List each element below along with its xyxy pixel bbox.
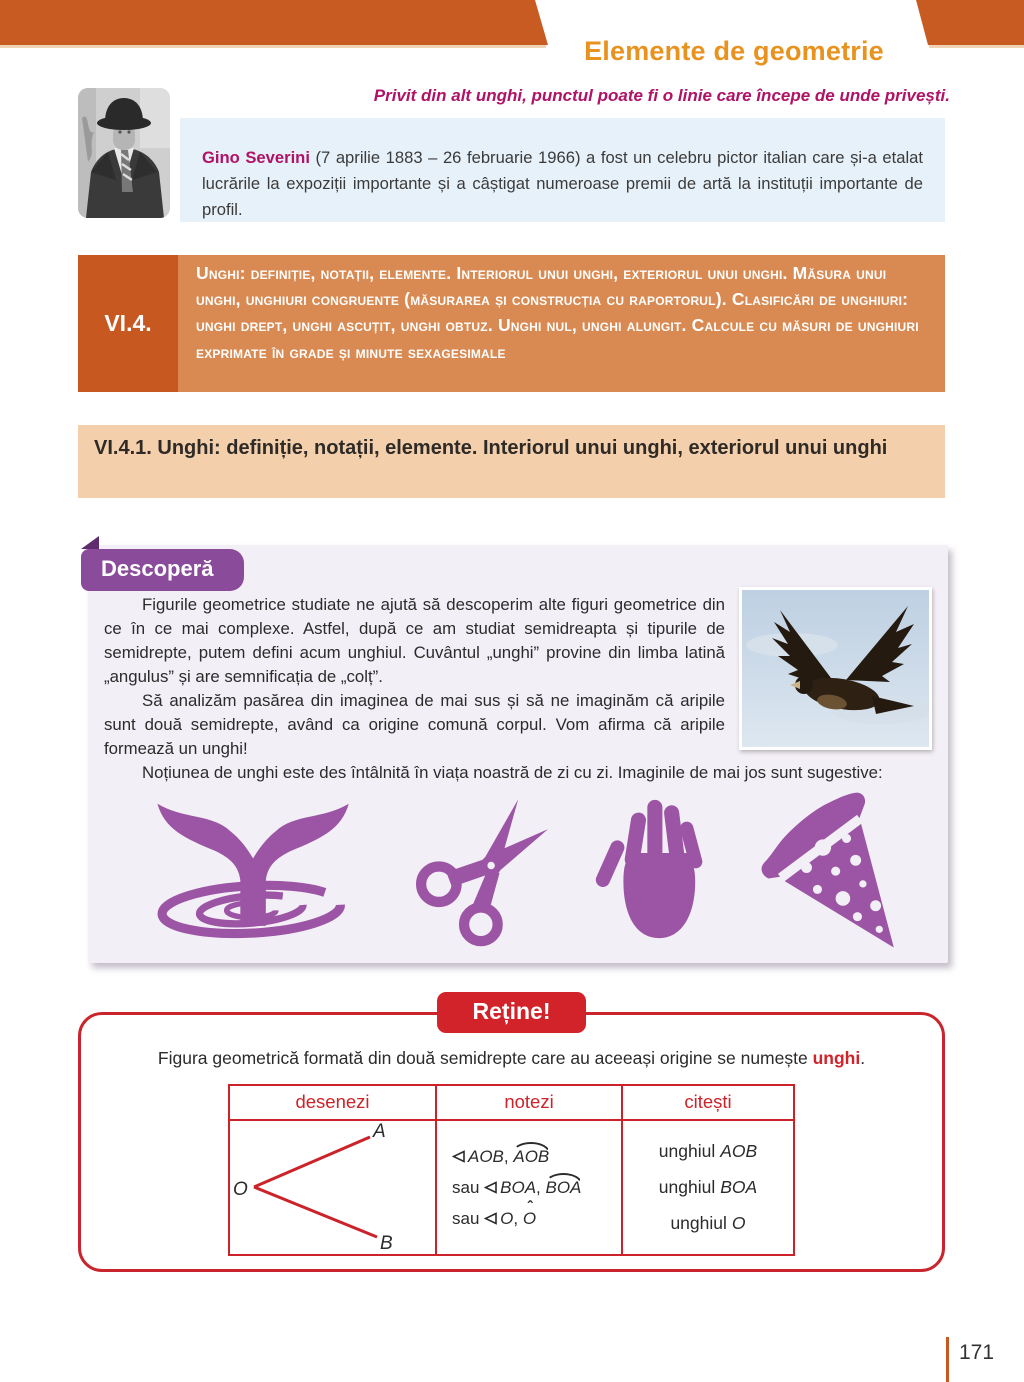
section-number: VI.4. [78,255,178,392]
notation-letters: AOB [468,1146,504,1166]
gino-severini-photo [78,88,170,218]
notation-line-2 [452,1178,621,1198]
quote-text: Privit din alt unghi, punctul poate fi o linie care începe de unde privești. [373,86,950,105]
angle-symbol-icon [484,1181,497,1194]
notation-arc-letters: BOA [545,1177,582,1197]
column-header-draw: desenezi [229,1085,436,1120]
portrait-image [78,88,170,218]
pizza-slice-icon [752,791,902,955]
table-body-row [229,1120,794,1255]
chapter-title: Elemente de geometrie [584,36,884,66]
bio-text: (7 aprilie 1883 – 26 februarie 1966) a fost un celebru pictor italian care și-a etalat lucrările la expoziții importante și a câștigat numeroase premii de artă la instituții importante de profil. [202,148,923,219]
discover-box [88,545,948,963]
top-banner-right [916,0,1024,45]
angle-diagram-cell [229,1120,436,1255]
reading-word: unghiul [658,1177,716,1197]
discover-paragraph-3: Noțiunea de unghi este des întâlnită în viața noastră de zi cu zi. Imaginile de mai jos sunt sugestive: [142,763,883,782]
top-banner-left [0,0,548,45]
reading-word: unghiul [670,1213,727,1233]
angle-examples-row [100,791,936,955]
whale-tail-icon [134,791,374,955]
subsection-title: VI.4.1. Unghi: definiție, notații, elemente. Interiorul unui unghi, exteriorul unui unghi [78,425,945,498]
bio-box [180,118,945,222]
eagle-image [739,587,932,750]
reading-letters: AOB [720,1141,758,1161]
angle-diagram [230,1121,433,1249]
notation-separator: , [503,1146,514,1166]
scissors-icon [409,791,549,955]
reading-word: unghiul [658,1141,716,1161]
bio-name: Gino Severini [202,148,310,167]
reading-cell [622,1120,794,1255]
top-banner-left-underline [0,45,546,48]
remember-badge: Reține! [437,992,587,1033]
notation-line-3 [452,1209,621,1229]
reading-letters: O [731,1213,746,1233]
notation-letters: O [500,1208,514,1228]
hand-icon [583,791,717,955]
notation-separator: , [513,1208,523,1228]
notation-line-1 [452,1147,621,1167]
notation-prefix: sau [452,1177,485,1197]
remember-box [78,998,945,1272]
top-banner-right-underline [929,45,1024,48]
angle-symbol-icon [452,1150,465,1163]
remember-statement [81,1048,942,1069]
notation-arc-letters: AOB [513,1146,550,1166]
column-header-note: notezi [436,1085,622,1120]
discover-badge [81,549,244,591]
reading-line-3 [623,1213,793,1234]
statement-suffix: . [860,1048,866,1068]
notation-cell [436,1120,622,1255]
eagle-illustration [742,590,929,747]
table-header-row [229,1085,794,1120]
reading-line-1 [623,1141,793,1162]
reading-letters: BOA [720,1177,758,1197]
angle-notation-table [228,1084,795,1256]
column-header-read: citești [622,1085,794,1120]
statement-prefix: Figura geometrică formată din două semidrepte care au aceeași origine se numește [157,1048,813,1068]
ray-label-b: B [380,1233,393,1249]
discover-paragraph-1: Figurile geometrice studiate ne ajută să descoperim alte figuri geometrice din ce în ce mai complexe. Astfel, după ce am studiat semidreapta și tipurile de semidrepte, putem defini acum unghiul. Cuvântul „unghi” provine din limba latină „angulus” și are semnificația de „colț”. [104,595,725,686]
vertex-label-o: O [233,1179,248,1200]
statement-highlight: unghi [812,1048,861,1068]
page-number-bar [946,1337,949,1382]
page-number: 171 [959,1341,995,1364]
angle-symbol-icon [484,1212,497,1225]
notation-letters: BOA [500,1177,537,1197]
section-header [78,255,945,392]
discover-paragraph-2: Să analizăm pasărea din imaginea de mai sus și să ne imaginăm că aripile sunt două semidrepte, având ca origine comună corpul. Vom afirma că aripile formează un unghi! [104,691,725,758]
notation-separator: , [536,1177,546,1197]
ray-label-a: A [373,1121,386,1142]
reading-line-2 [623,1177,793,1198]
discover-badge-label: Descoperă [101,556,214,581]
section-title: Unghi: definiție, notații, elemente. Interiorul unui unghi, exteriorul unui unghi. Măsura unui unghi, unghiuri congruente (măsurarea și construcția cu raportorul). Clasificări de unghiuri: unghi drept, unghi ascuțit, unghi obtuz. Unghi nul, unghi alungit. Calcule cu măsuri de unghiuri exprimate în grade și minute sexagesimale [178,255,945,392]
ribbon-fold [81,536,99,549]
notation-prefix: sau [452,1208,485,1228]
notation-hat-letter: O ˆ [523,1209,536,1228]
